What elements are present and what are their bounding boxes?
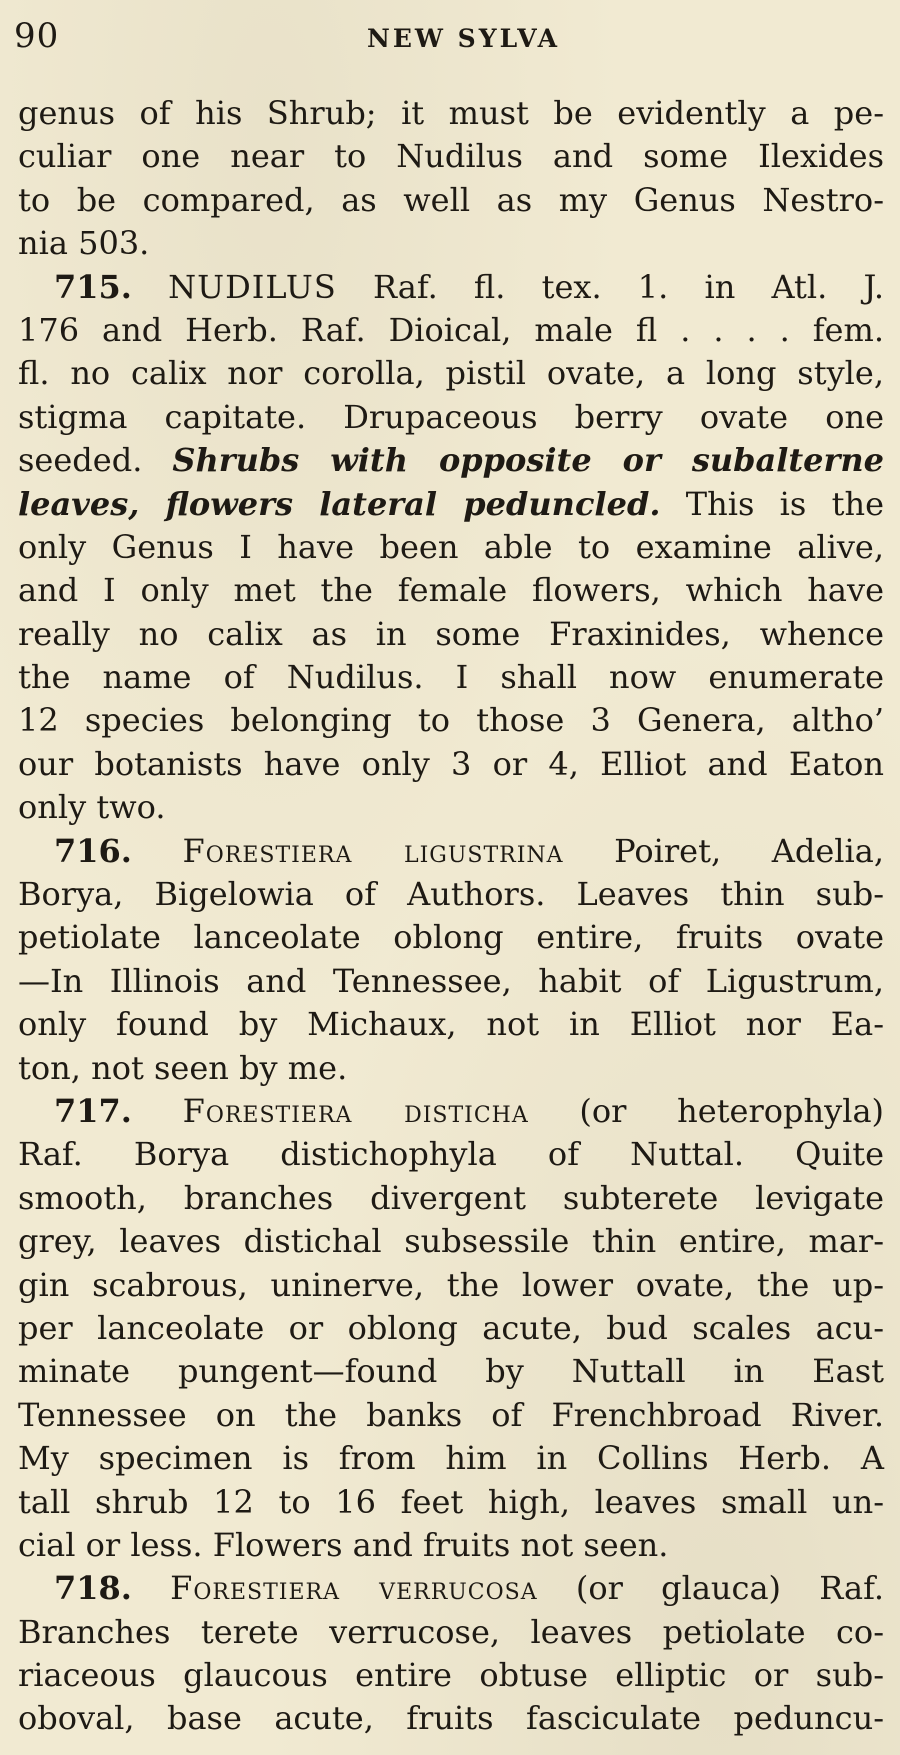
text-line: [18, 222, 884, 265]
line-text: (or heterophyla): [528, 1091, 885, 1130]
text-line: [18, 1090, 884, 1133]
italic-text: leaves, flowers lateral peduncled.: [18, 484, 661, 523]
text-line: [18, 1177, 884, 1220]
text-line: [18, 1481, 884, 1524]
entry-number: 718.: [54, 1569, 132, 1608]
line-text: My specimen is from him in Collins Herb. A: [18, 1439, 884, 1478]
genus-species-name: Forestiera disticha: [182, 1091, 529, 1130]
line-text: ton, not seen by me.: [18, 1048, 348, 1087]
text-line: [18, 1350, 884, 1393]
text-line: [18, 309, 884, 352]
page-header: [14, 16, 886, 60]
text-line: [18, 266, 884, 309]
text-line: [18, 396, 884, 439]
text-line: [18, 786, 884, 829]
text-line: [18, 526, 884, 569]
genus-species-name: Forestiera verrucosa: [170, 1569, 538, 1608]
text-line: [18, 1133, 884, 1176]
italic-text: Shrubs with opposite or subalterne: [172, 441, 885, 480]
text-line: [18, 1654, 884, 1697]
entry-number: 717.: [54, 1091, 132, 1130]
text-line: [18, 960, 884, 1003]
line-text: our botanists have only 3 or 4, Elliot and Eaton: [18, 744, 884, 783]
line-text: culiar one near to Nudilus and some Ilexides: [18, 137, 884, 176]
text-line: [18, 1264, 884, 1307]
line-text: Borya, Bigelowia of Authors. Leaves thin sub-: [18, 875, 884, 914]
text-line: [18, 1220, 884, 1263]
line-text: Raf. fl. tex. 1. in Atl. J.: [336, 267, 885, 306]
genus-species-name: NUDILUS: [168, 267, 337, 306]
text-line: [18, 1394, 884, 1437]
line-text: Poiret, Adelia,: [563, 831, 884, 870]
line-text: to be compared, as well as my Genus Nestro-: [18, 180, 884, 219]
line-text: Tennessee on the banks of Frenchbroad River.: [18, 1395, 884, 1434]
text-line: [18, 613, 884, 656]
text-line: [18, 1003, 884, 1046]
line-text: really no calix as in some Fraxinides, whence: [18, 614, 884, 653]
text-line: [18, 1437, 884, 1480]
line-text: —In Illinois and Tennessee, habit of Ligustrum,: [18, 961, 884, 1000]
text-line: [18, 743, 884, 786]
line-text: tall shrub 12 to 16 feet high, leaves small un-: [18, 1482, 884, 1521]
text-line: [18, 1611, 884, 1654]
text-line: [18, 135, 884, 178]
line-text: 176 and Herb. Raf. Dioical, male fl . . . . fem.: [18, 310, 884, 349]
line-text: only found by Michaux, not in Elliot nor Ea-: [18, 1005, 884, 1044]
text-line: [18, 873, 884, 916]
line-text: genus of his Shrub; it must be evidently a pe-: [18, 94, 884, 132]
text-line: [18, 1524, 884, 1567]
text-line: [18, 352, 884, 395]
genus-species-name: Forestiera ligustrina: [182, 831, 564, 870]
text-line: [18, 1697, 884, 1740]
line-text: only two.: [18, 788, 166, 827]
line-text: seeded.: [18, 441, 173, 480]
line-text: fl. no calix nor corolla, pistil ovate, a long style,: [18, 354, 884, 393]
text-line: [18, 699, 884, 742]
line-text: riaceous glaucous entire obtuse elliptic or sub-: [18, 1656, 884, 1695]
line-text: Branches terete verrucose, leaves petiolate co-: [18, 1612, 884, 1651]
line-text: Raf. Borya distichophyla of Nuttal. Quite: [18, 1135, 884, 1174]
text-line: [18, 1307, 884, 1350]
line-text: only Genus I have been able to examine alive,: [18, 527, 884, 566]
line-text: (or glauca) Raf.: [537, 1569, 885, 1608]
text-line: [18, 483, 884, 526]
text-line: [18, 179, 884, 222]
entry-number: 716.: [54, 831, 132, 870]
text-line: [18, 830, 884, 873]
line-text: nia 503.: [18, 224, 150, 263]
line-text: stigma capitate. Drupaceous berry ovate one: [18, 397, 884, 436]
text-line: [18, 92, 884, 135]
line-text: petiolate lanceolate oblong entire, fruits ovate: [18, 918, 884, 957]
line-text: the name of Nudilus. I shall now enumerate: [18, 658, 884, 697]
body-text: [18, 92, 884, 1741]
text-line: [18, 916, 884, 959]
text-line: [18, 1047, 884, 1090]
text-line: [18, 656, 884, 699]
line-text: and I only met the female flowers, which have: [18, 571, 884, 610]
line-text: 12 species belonging to those 3 Genera, altho’: [18, 701, 884, 740]
line-text: per lanceolate or oblong acute, bud scales acu-: [18, 1308, 884, 1347]
line-text: cial or less. Flowers and fruits not seen.: [18, 1525, 669, 1564]
line-text: This is the: [660, 484, 885, 523]
line-text: gin scabrous, uninerve, the lower ovate, the up-: [18, 1265, 884, 1304]
text-line: [18, 1567, 884, 1610]
text-line: [18, 569, 884, 612]
line-text: minate pungent—found by Nuttall in East: [18, 1352, 884, 1391]
line-text: oboval, base acute, fruits fasciculate peduncu-: [18, 1699, 884, 1738]
line-text: smooth, branches divergent subterete levigate: [18, 1178, 884, 1217]
running-title: NEW SYLVA: [367, 24, 561, 53]
page-number: 90: [14, 16, 60, 56]
entry-number: 715.: [54, 267, 132, 306]
line-text: grey, leaves distichal subsessile thin entire, mar-: [18, 1222, 884, 1261]
text-line: [18, 439, 884, 482]
